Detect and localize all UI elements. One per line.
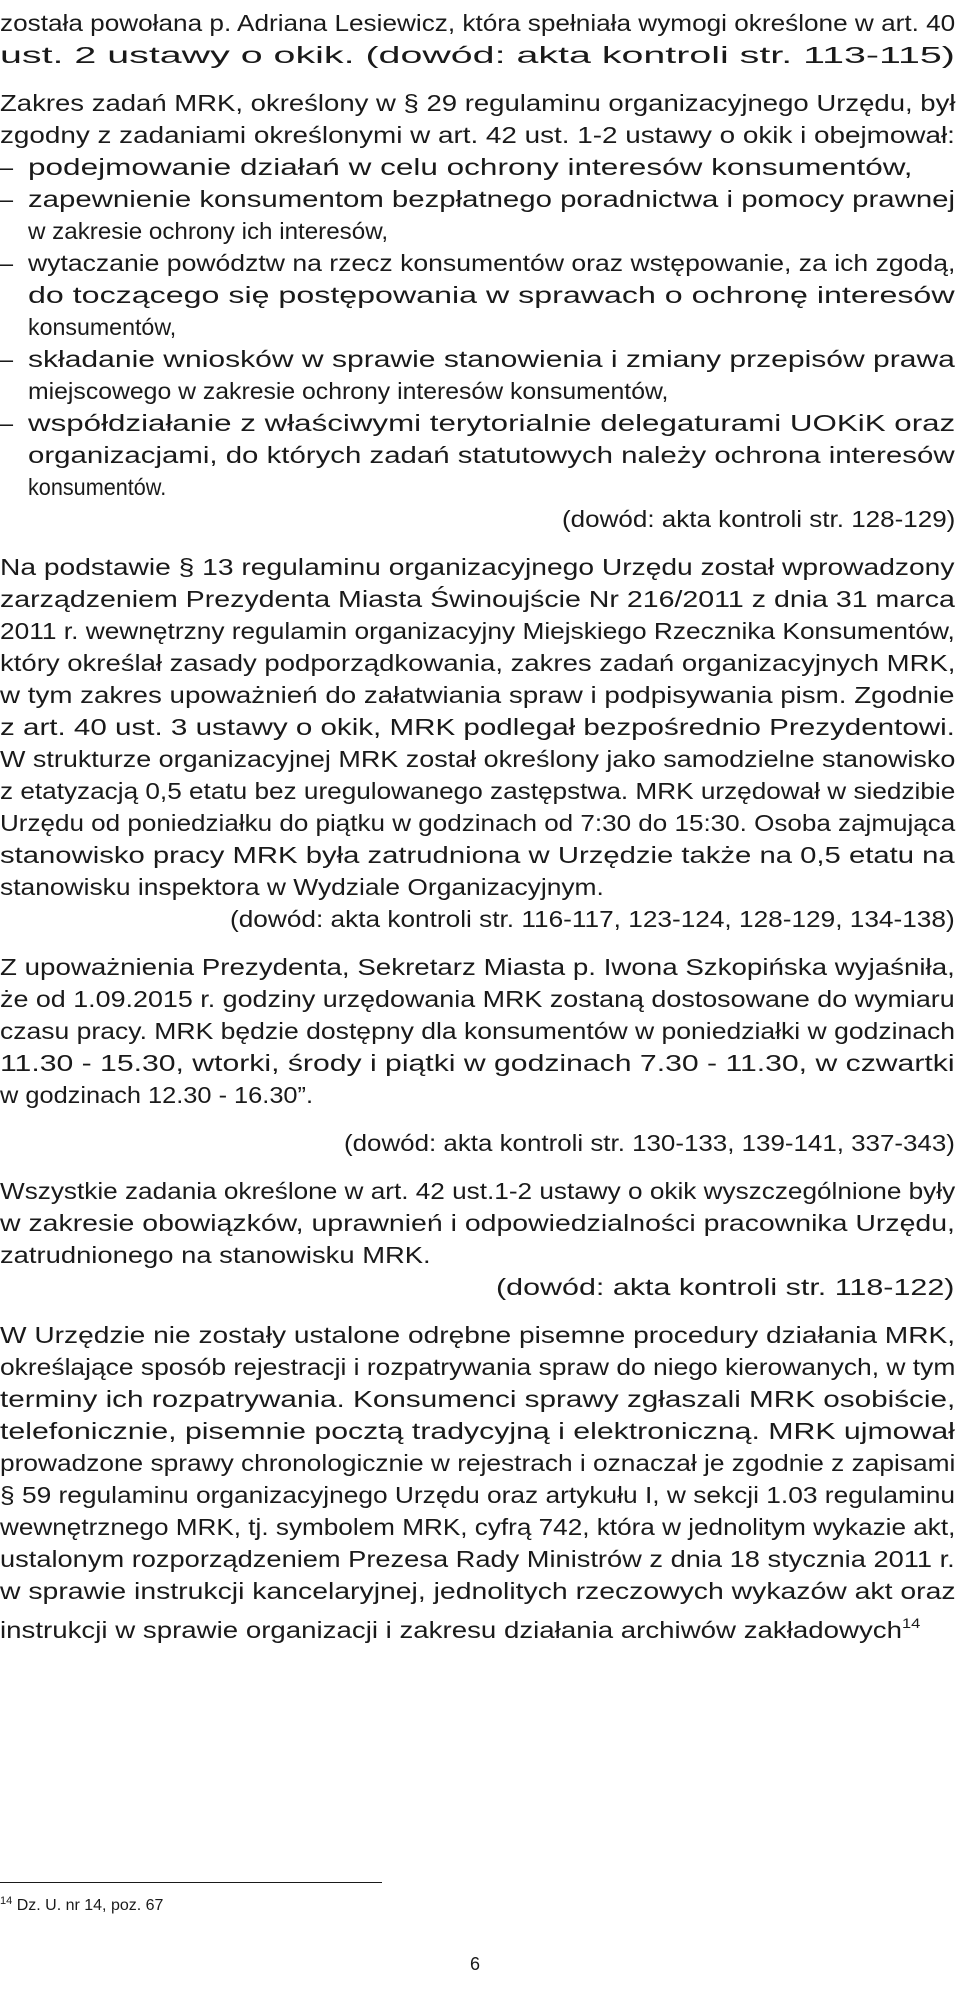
line-text: Na podstawie § 13 regulaminu organizacyjnego Urzędu został wprowadzony (0, 554, 955, 580)
footnote-separator (0, 1882, 382, 1883)
text-line (0, 1174, 955, 1208)
line-text: zapewnienie konsumentom bezpłatnego poradnictwa i pomocy prawnej (28, 186, 955, 212)
line-text: konsumentów, (28, 314, 177, 340)
footnote-mark: 14 (0, 1895, 13, 1907)
line-text: wewnętrznego MRK, tj. symbolem MRK, cyfrą 742, która w jednolitym wykazie akt, (0, 1514, 956, 1540)
line-text: ust. 2 ustawy o okik. (dowód: akta kontroli str. 113-115) (0, 42, 955, 68)
text-line (0, 710, 955, 744)
bullet-dash: – (0, 186, 14, 212)
line-text: (dowód: akta kontroli str. 130-133, 139-141, 337-343) (344, 1130, 955, 1156)
line-text: Z upoważnienia Prezydenta, Sekretarz Miasta p. Iwona Szkopińska wyjaśniła, (0, 954, 955, 980)
text-line (0, 614, 955, 648)
line-text: instrukcji w sprawie organizacji i zakresu działania archiwów zakładowych (0, 1617, 902, 1643)
text-line (0, 38, 955, 72)
line-text: z etatyzacją 0,5 etatu bez uregulowanego zastępstwa. MRK urzędował w siedzibie (0, 778, 956, 804)
line-text: prowadzone sprawy chronologicznie w rejestrach i oznaczał je zgodnie z zapisami (0, 1450, 956, 1476)
line-text: że od 1.09.2015 r. godziny urzędowania MRK zostaną dostosowane do wymiaru (0, 986, 955, 1012)
line-text: podejmowanie działań w celu ochrony interesów konsumentów, (28, 154, 913, 180)
text-line (28, 246, 955, 280)
text-line (0, 1238, 431, 1272)
text-line (0, 1446, 955, 1480)
line-text: 2011 r. wewnętrzny regulamin organizacyjny Miejskiego Rzecznika Konsumentów, (0, 618, 955, 644)
text-line (0, 118, 955, 152)
footnote-reference: 14 (901, 1615, 921, 1631)
text-line (0, 86, 955, 120)
line-text: współdziałanie z właściwymi terytorialnie delegaturami UOKiK oraz (28, 410, 956, 436)
text-line (0, 582, 955, 616)
text-line (230, 902, 955, 936)
text-line (28, 214, 388, 248)
text-line (0, 1542, 955, 1576)
line-text: Zakres zadań MRK, określony w § 29 regulaminu organizacyjnego Urzędu, był (0, 90, 956, 116)
line-text: w zakresie ochrony ich interesów, (28, 218, 389, 244)
text-line (0, 1046, 955, 1080)
text-line (0, 950, 955, 984)
line-text: konsumentów. (28, 474, 167, 500)
line-text: z art. 40 ust. 3 ustawy o okik, MRK podlegał bezpośrednio Prezydentowi. (0, 714, 955, 740)
line-text: który określał zasady podporządkowania, zakres zadań organizacyjnych MRK, (0, 650, 956, 676)
line-text: stanowisku inspektora w Wydziale Organizacyjnym. (0, 874, 604, 900)
line-text: zatrudnionego na stanowisku MRK. (0, 1242, 431, 1268)
line-text: miejscowego w zakresie ochrony interesów konsumentów, (28, 378, 669, 404)
bullet-dash: – (0, 410, 14, 436)
text-line (0, 550, 954, 584)
text-line (0, 1078, 313, 1112)
text-line (0, 6, 955, 40)
line-text: § 59 regulaminu organizacyjnego Urzędu oraz artykułu I, w sekcji 1.03 regulaminu (0, 1482, 955, 1508)
text-line (0, 1014, 955, 1048)
line-text: terminy ich rozpatrywania. Konsumenci sprawy zgłaszali MRK osobiście, (0, 1386, 956, 1412)
line-text: zgodny z zadaniami określonymi w art. 42 ust. 1-2 ustawy o okik i obejmował: (0, 122, 955, 148)
text-line (0, 646, 955, 680)
line-text: 11.30 - 15.30, wtorki, środy i piątki w godzinach 7.30 - 11.30, w czwartki (0, 1050, 955, 1076)
line-text: stanowisko pracy MRK była zatrudniona w Urzędzie także na 0,5 etatu na (0, 842, 955, 868)
text-line (0, 1414, 955, 1448)
bullet-dash: – (0, 250, 14, 276)
text-line (562, 502, 955, 536)
text-line (28, 470, 166, 504)
text-line (0, 1382, 955, 1416)
text-line (0, 870, 604, 904)
text-line (0, 1350, 955, 1384)
line-text: składanie wniosków w sprawie stanowienia i zmiany przepisów prawa (28, 346, 955, 372)
line-text: (dowód: akta kontroli str. 116-117, 123-124, 128-129, 134-138) (230, 906, 955, 932)
text-line (28, 278, 955, 312)
line-text: w sprawie instrukcji kancelaryjnej, jednolitych rzeczowych wykazów akt oraz (0, 1578, 956, 1604)
text-line (0, 1510, 955, 1544)
text-line (28, 182, 955, 216)
line-text: określające sposób rejestracji i rozpatrywania spraw do niego kierowanych, w tym (0, 1354, 956, 1380)
line-text: Wszystkie zadania określone w art. 42 ust.1-2 ustawy o okik wyszczególnione były (0, 1178, 956, 1204)
text-line (0, 742, 955, 776)
line-text: telefonicznie, pisemnie pocztą tradycyjną i elektroniczną. MRK ujmował (0, 1418, 955, 1444)
text-line (496, 1270, 954, 1304)
line-text: czasu pracy. MRK będzie dostępny dla konsumentów w poniedziałki w godzinach (0, 1018, 956, 1044)
text-line (28, 310, 176, 344)
line-text: organizacjami, do których zadań statutowych należy ochrona interesów (28, 442, 955, 468)
text-line (28, 374, 668, 408)
text-line (28, 150, 913, 184)
text-line (0, 982, 955, 1016)
line-text: Urzędu od poniedziałku do piątku w godzinach od 7:30 do 15:30. Osoba zajmująca (0, 810, 956, 836)
footnote-text: Dz. U. nr 14, poz. 67 (12, 1897, 164, 1914)
line-text: w tym zakres upoważnień do załatwiania spraw i podpisywania pism. Zgodnie (0, 682, 955, 708)
line-text: ustalonym rozporządzeniem Prezesa Rady Ministrów z dnia 18 stycznia 2011 r. (0, 1546, 955, 1572)
text-line (28, 438, 955, 472)
text-line (28, 406, 955, 440)
text-line (0, 1206, 955, 1240)
bullet-dash: – (0, 154, 14, 180)
line-text: (dowód: akta kontroli str. 118-122) (496, 1274, 955, 1300)
text-line (0, 806, 955, 840)
line-text: została powołana p. Adriana Lesiewicz, która spełniała wymogi określone w art. 40 (0, 10, 956, 36)
line-text: W Urzędzie nie zostały ustalone odrębne pisemne procedury działania MRK, (0, 1322, 956, 1348)
line-text: do toczącego się postępowania w sprawach o ochronę interesów (28, 282, 955, 308)
text-line (344, 1126, 955, 1160)
line-text: (dowód: akta kontroli str. 128-129) (562, 506, 956, 532)
bullet-dash: – (0, 346, 14, 372)
text-line (0, 1478, 955, 1512)
line-text: w zakresie obowiązków, uprawnień i odpowiedzialności pracownika Urzędu, (0, 1210, 955, 1236)
text-line (0, 1606, 920, 1647)
line-text: zarządzeniem Prezydenta Miasta Świnoujście Nr 216/2011 z dnia 31 marca (0, 586, 955, 612)
line-text: w godzinach 12.30 - 16.30”. (0, 1082, 314, 1108)
text-line (0, 678, 954, 712)
line-text: W strukturze organizacyjnej MRK został określony jako samodzielne stanowisko (0, 746, 956, 772)
footnote (0, 1890, 163, 1917)
text-line (0, 1318, 955, 1352)
text-line (0, 838, 955, 872)
text-line (28, 342, 955, 376)
page-number: 6 (470, 1954, 481, 1974)
text-line (0, 1574, 956, 1608)
line-text: wytaczanie powództw na rzecz konsumentów oraz wstępowanie, za ich zgodą, (28, 250, 956, 276)
text-line (0, 774, 955, 808)
